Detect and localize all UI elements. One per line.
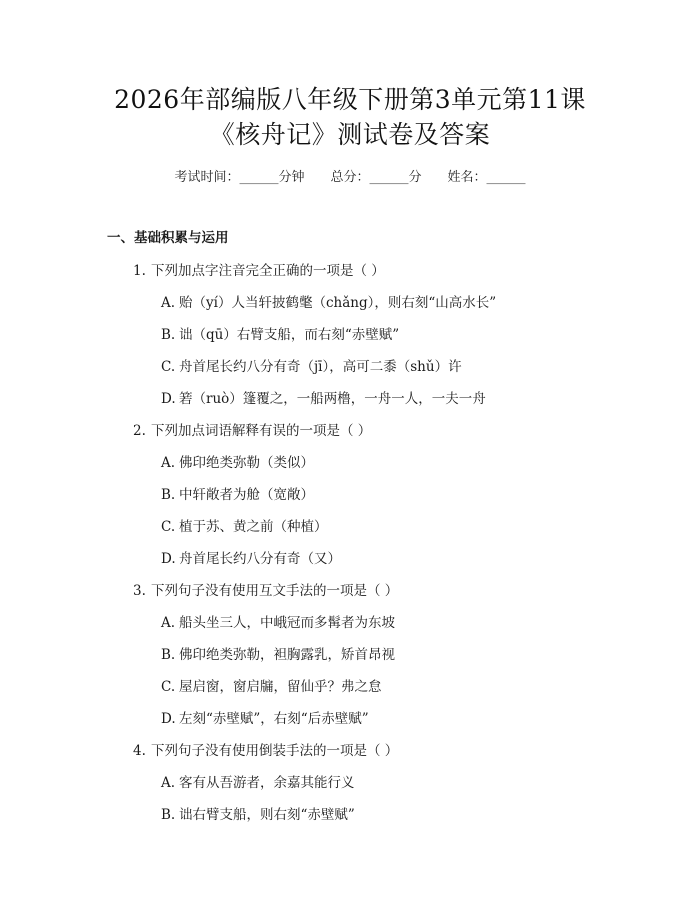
option-letter: A. — [161, 615, 176, 631]
option-letter: B. — [161, 327, 176, 343]
option-3d — [161, 710, 369, 728]
option-letter: D. — [161, 711, 176, 727]
option-4b — [161, 806, 355, 824]
question-text: 下列句子没有使用倒装手法的一项是（ ） — [151, 743, 399, 759]
question-text: 下列句子没有使用互文手法的一项是（ ） — [151, 583, 399, 599]
question-4 — [133, 742, 398, 760]
option-letter: A. — [161, 455, 176, 471]
total-score-label: 总分：______分 — [330, 170, 422, 185]
question-3 — [133, 582, 398, 600]
option-2a — [161, 454, 314, 472]
option-4a — [161, 774, 355, 792]
option-text: 屋启窗，窗启牖，留仙乎？弗之怠 — [179, 679, 382, 695]
option-text: 佛印绝类弥勒，袒胸露乳，矫首昂视 — [179, 647, 395, 663]
question-text: 下列加点字注音完全正确的一项是（ ） — [151, 263, 385, 279]
question-number: 4. — [133, 743, 146, 759]
option-text: 贻（yí）人当轩披鹤氅（chǎng），则右刻“山高水长” — [179, 295, 497, 311]
option-text: 植于苏、黄之前（种植） — [179, 519, 328, 535]
option-1b — [161, 326, 399, 344]
option-text: 佛印绝类弥勒（类似） — [179, 455, 314, 471]
option-3b — [161, 646, 395, 664]
section-heading: 一、基础积累与运用 — [107, 230, 229, 246]
option-3c — [161, 678, 382, 696]
exam-time-label: 考试时间：______分钟 — [174, 170, 305, 185]
option-letter: B. — [161, 487, 176, 503]
option-text: 左刻“赤壁赋”，右刻“后赤壁赋” — [179, 711, 369, 727]
option-letter: A. — [161, 775, 176, 791]
question-2 — [133, 422, 371, 440]
doc-title-line1: 2026年部编版八年级下册第3单元第11课 — [114, 85, 586, 114]
option-1a — [161, 294, 496, 312]
option-letter: C. — [161, 519, 176, 535]
doc-title-line2: 《核舟记》测试卷及答案 — [209, 120, 491, 149]
option-2c — [161, 518, 328, 536]
option-text: 船头坐三人，中峨冠而多髯者为东坡 — [179, 615, 395, 631]
exam-meta — [0, 169, 700, 187]
option-1c — [161, 358, 462, 376]
option-text: 舟首尾长约八分有奇（又） — [179, 551, 341, 567]
option-2d — [161, 550, 341, 568]
option-text: 诎右臂支船，则右刻“赤壁赋” — [179, 807, 355, 823]
option-letter: C. — [161, 359, 176, 375]
option-letter: D. — [161, 551, 176, 567]
question-number: 1. — [133, 263, 146, 279]
question-number: 2. — [133, 423, 146, 439]
option-3a — [161, 614, 395, 632]
question-1 — [133, 262, 385, 280]
option-letter: B. — [161, 807, 176, 823]
option-2b — [161, 486, 314, 504]
option-text: 诎（qū）右臂支船，而右刻“赤壁赋” — [179, 327, 400, 343]
question-text: 下列加点词语解释有误的一项是（ ） — [151, 423, 372, 439]
option-text: 客有从吾游者，余嘉其能行义 — [179, 775, 355, 791]
question-number: 3. — [133, 583, 146, 599]
option-text: 中轩敞者为舱（宽敞） — [179, 487, 314, 503]
option-1d — [161, 390, 486, 408]
option-letter: C. — [161, 679, 176, 695]
option-text: 箬（ruò）篷覆之，一船两橹，一舟一人，一夫一舟 — [179, 391, 486, 407]
student-name-label: 姓名：______ — [447, 170, 526, 185]
option-letter: D. — [161, 391, 176, 407]
option-letter: A. — [161, 295, 176, 311]
option-text: 舟首尾长约八分有奇（jī），高可二黍（shǔ）许 — [179, 359, 462, 375]
option-letter: B. — [161, 647, 176, 663]
